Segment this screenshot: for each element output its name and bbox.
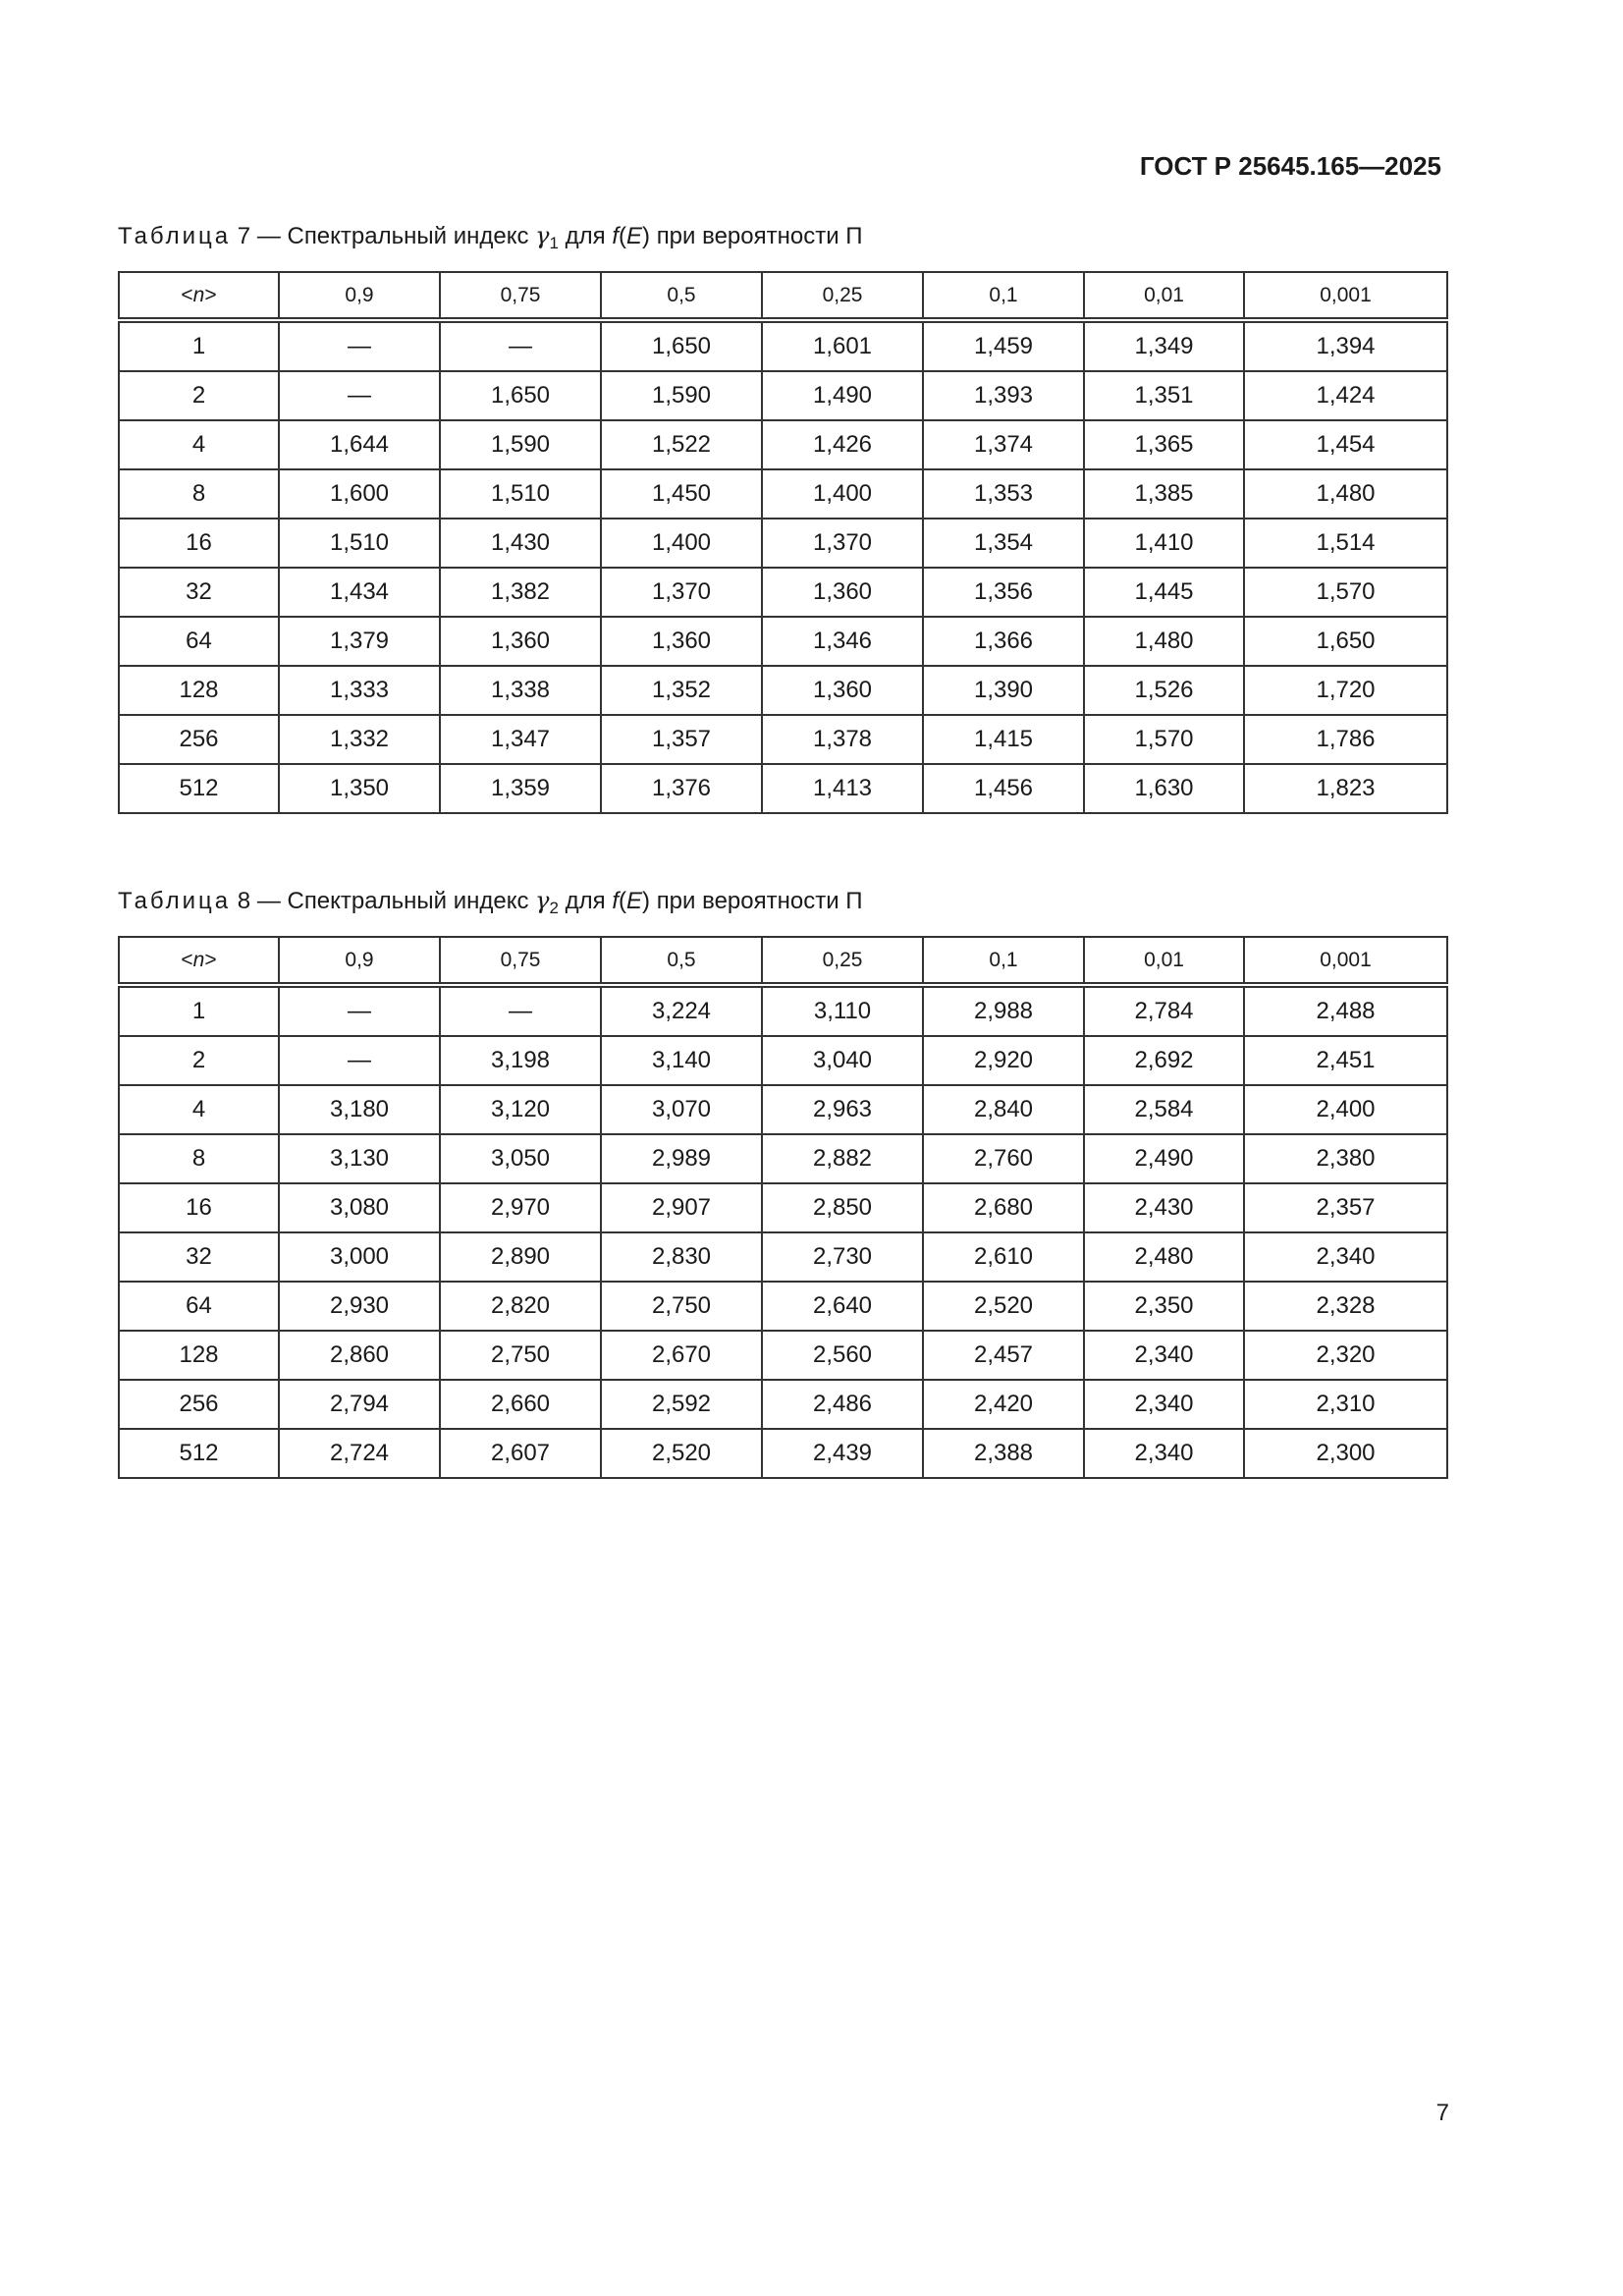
value-cell: 1,359 <box>440 764 601 813</box>
value-cell: 1,390 <box>923 666 1084 715</box>
value-cell: 2,610 <box>923 1232 1084 1282</box>
value-cell: 1,823 <box>1244 764 1447 813</box>
value-cell: 1,424 <box>1244 371 1447 420</box>
column-header-probability: 0,25 <box>762 937 923 985</box>
value-cell: 1,352 <box>601 666 762 715</box>
value-cell: 1,415 <box>923 715 1084 764</box>
value-cell: 2,310 <box>1244 1380 1447 1429</box>
row-n-cell: 128 <box>119 1331 279 1380</box>
value-cell: — <box>279 320 440 371</box>
value-cell: — <box>440 985 601 1036</box>
value-cell: 1,590 <box>601 371 762 420</box>
gamma-subscript: 2 <box>549 899 559 917</box>
caption-text-after: при вероятности П <box>656 888 863 914</box>
value-cell: 1,590 <box>440 420 601 469</box>
value-cell: 2,760 <box>923 1134 1084 1183</box>
value-cell: 1,786 <box>1244 715 1447 764</box>
row-n-cell: 256 <box>119 715 279 764</box>
value-cell: 1,510 <box>440 469 601 519</box>
table-row <box>119 985 1447 1036</box>
column-header-probability: 0,001 <box>1244 272 1447 320</box>
table-row <box>119 519 1447 568</box>
value-cell: 2,340 <box>1084 1429 1244 1478</box>
table-row <box>119 715 1447 764</box>
value-cell: 2,840 <box>923 1085 1084 1134</box>
value-cell: 2,584 <box>1084 1085 1244 1134</box>
table-row <box>119 568 1447 617</box>
column-header-probability: 0,001 <box>1244 937 1447 985</box>
value-cell: 1,356 <box>923 568 1084 617</box>
value-cell: 2,850 <box>762 1183 923 1232</box>
value-cell: 2,920 <box>923 1036 1084 1085</box>
caption-text: — Спектральный индекс <box>256 888 529 914</box>
value-cell: 2,820 <box>440 1282 601 1331</box>
value-cell: 2,340 <box>1084 1380 1244 1429</box>
value-cell: 3,000 <box>279 1232 440 1282</box>
gamma-symbol: γ <box>535 222 550 249</box>
table-row <box>119 1429 1447 1478</box>
value-cell: 1,434 <box>279 568 440 617</box>
value-cell: 1,360 <box>762 568 923 617</box>
value-cell: 1,650 <box>440 371 601 420</box>
row-n-cell: 1 <box>119 320 279 371</box>
value-cell: 2,439 <box>762 1429 923 1478</box>
value-cell: 3,110 <box>762 985 923 1036</box>
value-cell: 1,450 <box>601 469 762 519</box>
value-cell: 2,724 <box>279 1429 440 1478</box>
table-8-caption: Таблица 8 — Спектральный индекс $\gamma_2$ для f(E) при вероятности П <box>118 887 863 917</box>
value-cell: 1,644 <box>279 420 440 469</box>
row-n-cell: 4 <box>119 420 279 469</box>
value-cell: 1,514 <box>1244 519 1447 568</box>
value-cell: 3,040 <box>762 1036 923 1085</box>
column-header-n: <n> <box>119 937 279 985</box>
value-cell: 3,050 <box>440 1134 601 1183</box>
value-cell: 2,930 <box>279 1282 440 1331</box>
table-row <box>119 1331 1447 1380</box>
value-cell: 1,480 <box>1084 617 1244 666</box>
value-cell: 1,400 <box>762 469 923 519</box>
function-name: f <box>612 888 619 914</box>
value-cell: 2,670 <box>601 1331 762 1380</box>
row-n-cell: 32 <box>119 568 279 617</box>
value-cell: 1,570 <box>1244 568 1447 617</box>
value-cell: 1,350 <box>279 764 440 813</box>
value-cell: 1,526 <box>1084 666 1244 715</box>
row-n-cell: 64 <box>119 617 279 666</box>
value-cell: 1,360 <box>601 617 762 666</box>
table-row <box>119 1380 1447 1429</box>
value-cell: 3,120 <box>440 1085 601 1134</box>
column-header-probability: 0,01 <box>1084 937 1244 985</box>
row-n-cell: 2 <box>119 371 279 420</box>
value-cell: 1,370 <box>762 519 923 568</box>
value-cell: 2,988 <box>923 985 1084 1036</box>
value-cell: 2,830 <box>601 1232 762 1282</box>
row-n-cell: 2 <box>119 1036 279 1085</box>
document-id: ГОСТ Р 25645.165—2025 <box>1139 151 1441 181</box>
row-n-cell: 16 <box>119 519 279 568</box>
caption-number: 8 <box>237 888 251 914</box>
value-cell: 1,522 <box>601 420 762 469</box>
value-cell: 3,080 <box>279 1183 440 1232</box>
table-row <box>119 420 1447 469</box>
value-cell: — <box>440 320 601 371</box>
value-cell: 1,600 <box>279 469 440 519</box>
row-n-cell: 128 <box>119 666 279 715</box>
value-cell: 1,365 <box>1084 420 1244 469</box>
value-cell: 2,350 <box>1084 1282 1244 1331</box>
page-number: 7 <box>1435 2100 1449 2126</box>
column-header-probability: 0,9 <box>279 937 440 985</box>
value-cell: — <box>279 371 440 420</box>
value-cell: 2,784 <box>1084 985 1244 1036</box>
column-header-probability: 0,5 <box>601 937 762 985</box>
table-row <box>119 1282 1447 1331</box>
value-cell: 3,140 <box>601 1036 762 1085</box>
row-n-cell: 1 <box>119 985 279 1036</box>
value-cell: 1,366 <box>923 617 1084 666</box>
value-cell: 2,430 <box>1084 1183 1244 1232</box>
gamma-symbol: γ <box>535 887 550 914</box>
table-7 <box>118 271 1448 814</box>
value-cell: 1,354 <box>923 519 1084 568</box>
column-header-probability: 0,25 <box>762 272 923 320</box>
value-cell: — <box>279 1036 440 1085</box>
value-cell: 1,400 <box>601 519 762 568</box>
table-row <box>119 320 1447 371</box>
caption-text: — Спектральный индекс <box>256 223 529 249</box>
value-cell: 2,640 <box>762 1282 923 1331</box>
gamma-subscript: 1 <box>549 234 559 252</box>
column-header-probability: 0,9 <box>279 272 440 320</box>
value-cell: 1,346 <box>762 617 923 666</box>
value-cell: 2,300 <box>1244 1429 1447 1478</box>
n-symbol: n <box>192 283 205 306</box>
value-cell: 2,520 <box>601 1429 762 1478</box>
value-cell: 1,351 <box>1084 371 1244 420</box>
value-cell: 1,347 <box>440 715 601 764</box>
value-cell: 2,388 <box>923 1429 1084 1478</box>
value-cell: 1,357 <box>601 715 762 764</box>
value-cell: 1,379 <box>279 617 440 666</box>
value-cell: 1,360 <box>762 666 923 715</box>
table-header-row <box>119 937 1447 985</box>
value-cell: — <box>279 985 440 1036</box>
value-cell: 1,490 <box>762 371 923 420</box>
value-cell: 2,340 <box>1084 1331 1244 1380</box>
table-8 <box>118 936 1448 1479</box>
value-cell: 1,410 <box>1084 519 1244 568</box>
value-cell: 1,376 <box>601 764 762 813</box>
value-cell: 1,650 <box>601 320 762 371</box>
value-cell: 2,680 <box>923 1183 1084 1232</box>
value-cell: 2,890 <box>440 1232 601 1282</box>
value-cell: 1,601 <box>762 320 923 371</box>
value-cell: 1,353 <box>923 469 1084 519</box>
value-cell: 2,560 <box>762 1331 923 1380</box>
column-header-probability: 0,1 <box>923 272 1084 320</box>
value-cell: 2,451 <box>1244 1036 1447 1085</box>
value-cell: 1,720 <box>1244 666 1447 715</box>
value-cell: 1,374 <box>923 420 1084 469</box>
value-cell: 1,393 <box>923 371 1084 420</box>
row-n-cell: 512 <box>119 1429 279 1478</box>
value-cell: 2,989 <box>601 1134 762 1183</box>
caption-text-mid: для <box>565 223 606 249</box>
row-n-cell: 8 <box>119 469 279 519</box>
function-name: f <box>612 223 619 249</box>
column-header-probability: 0,01 <box>1084 272 1244 320</box>
table-row <box>119 371 1447 420</box>
value-cell: 2,490 <box>1084 1134 1244 1183</box>
table-row <box>119 1085 1447 1134</box>
value-cell: 2,750 <box>601 1282 762 1331</box>
value-cell: 1,370 <box>601 568 762 617</box>
value-cell: 2,328 <box>1244 1282 1447 1331</box>
value-cell: 1,456 <box>923 764 1084 813</box>
value-cell: 2,488 <box>1244 985 1447 1036</box>
value-cell: 1,630 <box>1084 764 1244 813</box>
value-cell: 1,394 <box>1244 320 1447 371</box>
value-cell: 2,750 <box>440 1331 601 1380</box>
table-row <box>119 617 1447 666</box>
caption-prefix: Таблица <box>118 223 232 249</box>
column-header-probability: 0,75 <box>440 937 601 985</box>
value-cell: 2,963 <box>762 1085 923 1134</box>
value-cell: 2,340 <box>1244 1232 1447 1282</box>
table-row <box>119 1183 1447 1232</box>
value-cell: 1,570 <box>1084 715 1244 764</box>
function-arg: E <box>626 223 643 249</box>
value-cell: 2,380 <box>1244 1134 1447 1183</box>
value-cell: 1,382 <box>440 568 601 617</box>
table-row <box>119 469 1447 519</box>
value-cell: 2,320 <box>1244 1331 1447 1380</box>
row-n-cell: 8 <box>119 1134 279 1183</box>
value-cell: 2,357 <box>1244 1183 1447 1232</box>
caption-prefix: Таблица <box>118 888 232 914</box>
table-row <box>119 1232 1447 1282</box>
value-cell: 2,660 <box>440 1380 601 1429</box>
value-cell: 1,445 <box>1084 568 1244 617</box>
value-cell: 1,413 <box>762 764 923 813</box>
value-cell: 2,400 <box>1244 1085 1447 1134</box>
value-cell: 1,338 <box>440 666 601 715</box>
table-row <box>119 1134 1447 1183</box>
row-n-cell: 256 <box>119 1380 279 1429</box>
table-row <box>119 666 1447 715</box>
value-cell: 2,692 <box>1084 1036 1244 1085</box>
table-row <box>119 1036 1447 1085</box>
row-n-cell: 32 <box>119 1232 279 1282</box>
value-cell: 2,486 <box>762 1380 923 1429</box>
value-cell: 1,454 <box>1244 420 1447 469</box>
value-cell: 1,378 <box>762 715 923 764</box>
n-symbol: n <box>192 948 205 971</box>
value-cell: 2,480 <box>1084 1232 1244 1282</box>
caption-text-mid: для <box>565 888 606 914</box>
value-cell: 1,426 <box>762 420 923 469</box>
value-cell: 2,860 <box>279 1331 440 1380</box>
value-cell: 1,459 <box>923 320 1084 371</box>
row-n-cell: 512 <box>119 764 279 813</box>
value-cell: 2,730 <box>762 1232 923 1282</box>
value-cell: 3,130 <box>279 1134 440 1183</box>
value-cell: 2,970 <box>440 1183 601 1232</box>
caption-number: 7 <box>237 223 251 249</box>
value-cell: 1,332 <box>279 715 440 764</box>
value-cell: 3,224 <box>601 985 762 1036</box>
row-n-cell: 4 <box>119 1085 279 1134</box>
table-header-row <box>119 272 1447 320</box>
value-cell: 1,360 <box>440 617 601 666</box>
table-7-caption: Таблица 7 — Спектральный индекс $\gamma_1$ для f(E) при вероятности П <box>118 222 863 252</box>
value-cell: 2,520 <box>923 1282 1084 1331</box>
value-cell: 3,070 <box>601 1085 762 1134</box>
column-header-probability: 0,75 <box>440 272 601 320</box>
value-cell: 2,592 <box>601 1380 762 1429</box>
value-cell: 1,650 <box>1244 617 1447 666</box>
value-cell: 1,510 <box>279 519 440 568</box>
value-cell: 2,907 <box>601 1183 762 1232</box>
function-arg: E <box>626 888 643 914</box>
value-cell: 2,457 <box>923 1331 1084 1380</box>
value-cell: 2,882 <box>762 1134 923 1183</box>
caption-text-after: при вероятности П <box>656 223 863 249</box>
column-header-probability: 0,1 <box>923 937 1084 985</box>
value-cell: 2,420 <box>923 1380 1084 1429</box>
column-header-n: <n> <box>119 272 279 320</box>
row-n-cell: 16 <box>119 1183 279 1232</box>
value-cell: 1,430 <box>440 519 601 568</box>
value-cell: 1,333 <box>279 666 440 715</box>
row-n-cell: 64 <box>119 1282 279 1331</box>
value-cell: 1,349 <box>1084 320 1244 371</box>
value-cell: 3,198 <box>440 1036 601 1085</box>
value-cell: 3,180 <box>279 1085 440 1134</box>
value-cell: 1,385 <box>1084 469 1244 519</box>
value-cell: 1,480 <box>1244 469 1447 519</box>
value-cell: 2,794 <box>279 1380 440 1429</box>
value-cell: 2,607 <box>440 1429 601 1478</box>
table-row <box>119 764 1447 813</box>
column-header-probability: 0,5 <box>601 272 762 320</box>
